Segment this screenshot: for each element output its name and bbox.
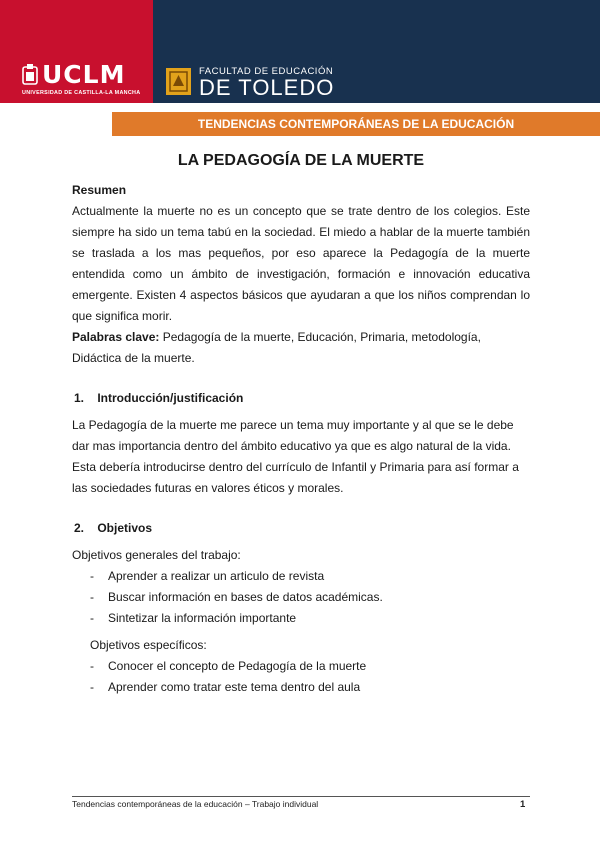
- keywords-label: Palabras clave:: [72, 330, 160, 344]
- uclm-subtitle: UNIVERSIDAD DE CASTILLA-LA MANCHA: [22, 90, 141, 96]
- list-item: - Aprender como tratar este tema dentro del aula: [90, 680, 361, 694]
- list-item: - Sintetizar la información importante: [90, 611, 297, 625]
- footer-divider: [72, 796, 530, 797]
- uclm-logo-block: [0, 0, 153, 103]
- section1-number: 1.: [74, 391, 85, 405]
- abstract-text: Actualmente la muerte no es un concepto que se trate dentro de los colegios. Este siempre ha sido un tema tabú en la sociedad. El miedo a hablar de la muerte también se traslada a los mas pequeños, por eso aparece la Pedagogía de la muerte entendida como un ámbito de investigación, formación e innovación educativa emergente. Existen 4 aspectos básicos que ayudaran a que los niños comprendan lo que significa morir.: [72, 204, 530, 323]
- section2-title: Objetivos: [97, 521, 153, 535]
- section2-number: 2.: [74, 521, 85, 535]
- list-item: - Buscar información en bases de datos académicas.: [90, 590, 383, 604]
- document-body: [72, 152, 530, 698]
- specific-objectives-list: [72, 656, 530, 698]
- page-number: 1: [520, 799, 526, 810]
- faculty-line2: DE TOLEDO: [199, 75, 335, 100]
- specific-objectives-label: Objetivos específicos:: [90, 638, 207, 652]
- document-title: LA PEDAGOGÍA DE LA MUERTE: [177, 152, 425, 169]
- keywords-text: Pedagogía de la muerte, Educación, Primaria, metodología, Didáctica de la muerte.: [72, 330, 481, 365]
- abstract-heading: Resumen: [72, 183, 127, 197]
- list-item: - Aprender a realizar un articulo de revista: [90, 569, 325, 583]
- faculty-line1: FACULTAD DE EDUCACIÓN: [199, 66, 334, 77]
- general-objectives-list: [72, 566, 530, 629]
- uclm-logo-text: UCLM: [42, 60, 126, 89]
- faculty-emblem-icon: [166, 68, 191, 95]
- footer-text: Tendencias contemporáneas de la educación – Trabajo individual: [72, 799, 319, 809]
- section2-heading: [72, 521, 530, 535]
- section1-text: La Pedagogía de la muerte me parece un tema muy importante y al que se le debe dar mas importancia dentro del ámbito educativo ya que es algo natural de la vida. Esta debería introducirse dentro del currículo de Infantil y Primaria para así formar a las sociedades futuras en valores éticos y morales.: [72, 418, 519, 495]
- uclm-emblem-icon: [22, 64, 38, 86]
- faculty-logo: [166, 66, 334, 99]
- header-band: [0, 0, 600, 103]
- section1-heading: [72, 391, 530, 405]
- section1-title: Introducción/justificación: [97, 391, 244, 405]
- list-item: - Conocer el concepto de Pedagogía de la muerte: [90, 659, 367, 673]
- keywords: [72, 327, 530, 369]
- general-objectives-label: Objetivos generales del trabajo:: [72, 548, 241, 562]
- course-title-bar: TENDENCIAS CONTEMPORÁNEAS DE LA EDUCACIÓN: [112, 112, 600, 136]
- uclm-logo: [22, 62, 125, 87]
